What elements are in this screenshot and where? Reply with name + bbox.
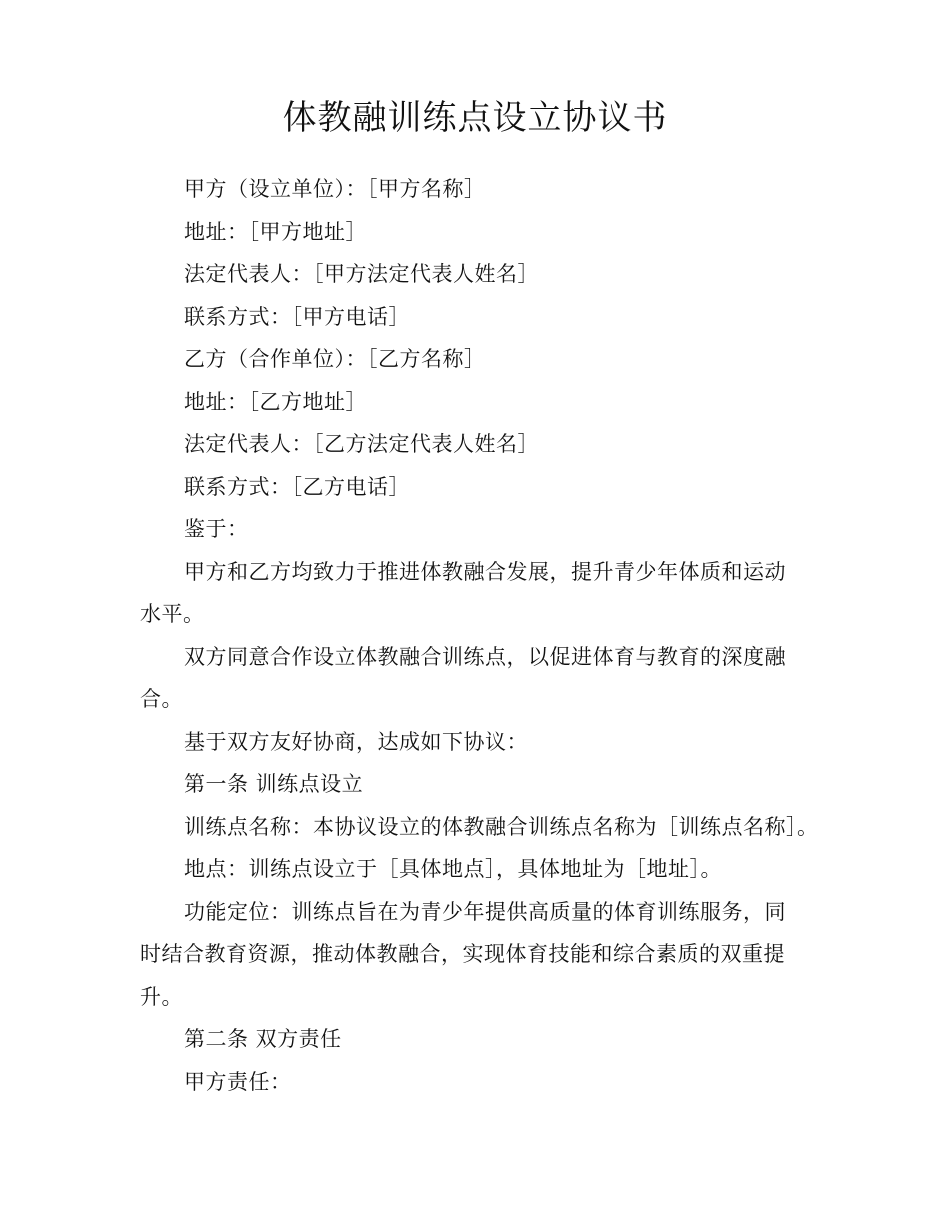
article-2-heading: 第二条 双方责任: [184, 1027, 342, 1051]
document-title: 体教融训练点设立协议书: [282, 98, 668, 138]
article-1-function-line-1: 功能定位：训练点旨在为青少年提供高质量的体育训练服务，同: [184, 899, 786, 924]
party-b-address-line: 地址：［乙方地址］: [184, 389, 367, 414]
agreement-intro: 基于双方友好协商，达成如下协议：: [184, 729, 528, 754]
party-b-name-line: 乙方（合作单位）：［乙方名称］: [184, 347, 486, 371]
article-2-party-a-duties: 甲方责任：: [184, 1069, 292, 1094]
whereas-heading: 鉴于：: [184, 517, 249, 541]
party-a-address-line: 地址：［甲方地址］: [184, 219, 367, 244]
party-b-legal-rep-line: 法定代表人：［乙方法定代表人姓名］: [184, 432, 539, 456]
recital-2-line-1: 双方同意合作设立体教融合训练点，以促进体育与教育的深度融: [184, 644, 786, 669]
article-1-function-line-2: 时结合教育资源，推动体教融合，实现体育技能和综合素质的双重提: [140, 942, 785, 966]
article-1-location-clause: 地点：训练点设立于［具体地点］，具体地址为［地址］。: [184, 857, 722, 881]
document-body: [140, 168, 819, 1103]
party-a-legal-rep-line: 法定代表人：［甲方法定代表人姓名］: [184, 262, 539, 286]
article-1-function-line-3: 升。: [140, 984, 183, 1009]
party-a-name-line: 甲方（设立单位）：［甲方名称］: [184, 177, 486, 201]
recital-1-line-2: 水平。: [140, 602, 205, 626]
party-a-contact-line: 联系方式：［甲方电话］: [184, 304, 410, 329]
article-1-heading: 第一条 训练点设立: [184, 772, 364, 796]
party-b-contact-line: 联系方式：［乙方电话］: [184, 474, 410, 499]
article-1-name-clause: 训练点名称：本协议设立的体教融合训练点名称为［训练点名称］。: [184, 814, 819, 839]
recital-1-line-1: 甲方和乙方均致力于推进体教融合发展，提升青少年体质和运动: [184, 559, 786, 584]
recital-2-line-2: 合。: [140, 687, 183, 711]
